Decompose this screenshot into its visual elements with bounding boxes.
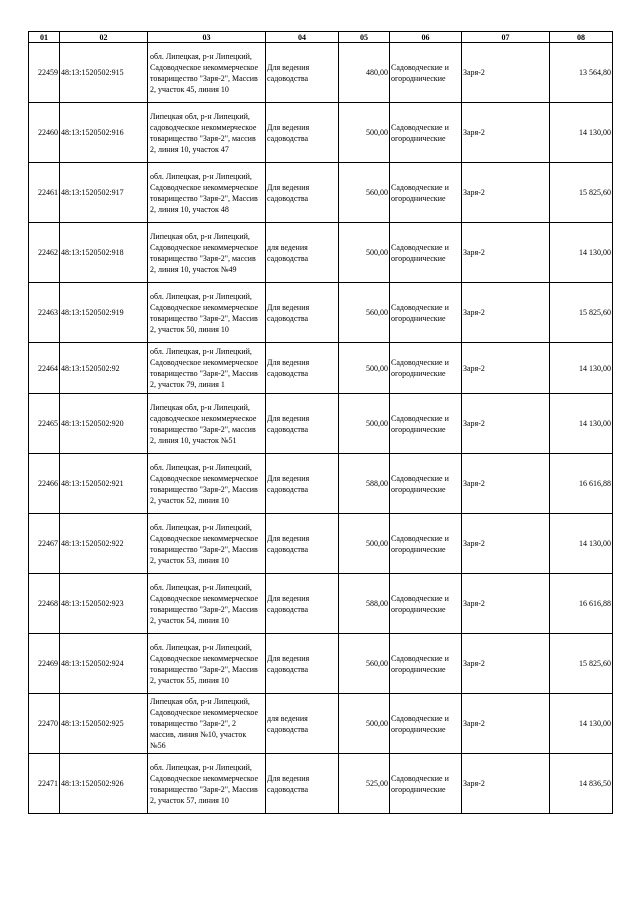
- cell-category: Садоводческие и огороднические: [390, 574, 462, 634]
- cell-category: Садоводческие и огороднические: [390, 163, 462, 223]
- cell-area: 500,00: [339, 343, 390, 394]
- table-row: [29, 163, 613, 223]
- col-header-06: 06: [390, 32, 462, 43]
- cell-value: 14 130,00: [550, 514, 613, 574]
- col-header-07: 07: [462, 32, 550, 43]
- cell-category: Садоводческие и огороднические: [390, 43, 462, 103]
- table-row: [29, 574, 613, 634]
- cell-area: 500,00: [339, 103, 390, 163]
- cell-cadastral-number: 48:13:1520502:920: [60, 394, 148, 454]
- cell-area: 560,00: [339, 163, 390, 223]
- cell-cadastral-number: 48:13:1520502:923: [60, 574, 148, 634]
- cell-value: 14 130,00: [550, 694, 613, 754]
- cell-address: обл. Липецкая, р-н Липецкий, Садоводческое некоммерческое товарищество "Заря-2", Массив 2, участок 53, линия 10: [148, 514, 266, 574]
- cell-category: Садоводческие и огороднические: [390, 283, 462, 343]
- cell-cadastral-number: 48:13:1520502:922: [60, 514, 148, 574]
- cell-category: Садоводческие и огороднические: [390, 634, 462, 694]
- col-header-05: 05: [339, 32, 390, 43]
- col-header-02: 02: [60, 32, 148, 43]
- cell-permitted-use: для ведения садоводства: [266, 223, 339, 283]
- table-row: [29, 103, 613, 163]
- cell-cadastral-number: 48:13:1520502:921: [60, 454, 148, 514]
- cell-area: 588,00: [339, 454, 390, 514]
- cell-value: 16 616,88: [550, 574, 613, 634]
- cell-cadastral-number: 48:13:1520502:916: [60, 103, 148, 163]
- table-row: [29, 454, 613, 514]
- cell-category: Садоводческие и огороднические: [390, 694, 462, 754]
- cell-address: обл. Липецкая, р-н Липецкий, Садоводческое некоммерческое товарищество "Заря-2", Массив 2, участок 55, линия 10: [148, 634, 266, 694]
- cell-name: Заря-2: [462, 283, 550, 343]
- cell-area: 560,00: [339, 634, 390, 694]
- cell-id: 22463: [29, 283, 60, 343]
- table-row: [29, 223, 613, 283]
- cell-id: 22471: [29, 754, 60, 814]
- cell-category: Садоводческие и огороднические: [390, 514, 462, 574]
- cell-permitted-use: Для ведения садоводства: [266, 43, 339, 103]
- cell-value: 13 564,80: [550, 43, 613, 103]
- cell-value: 15 825,60: [550, 283, 613, 343]
- cell-category: Садоводческие и огороднические: [390, 394, 462, 454]
- cell-address: Липецкая обл, р-н Липецкий, садоводческое некоммерческое товарищество "Заря-2", массив 2, линия 10, участок 47: [148, 103, 266, 163]
- cell-permitted-use: Для ведения садоводства: [266, 634, 339, 694]
- cell-name: Заря-2: [462, 574, 550, 634]
- cell-area: 560,00: [339, 283, 390, 343]
- cell-id: 22470: [29, 694, 60, 754]
- cell-category: Садоводческие и огороднические: [390, 223, 462, 283]
- document-sheet: [28, 31, 612, 814]
- cell-name: Заря-2: [462, 43, 550, 103]
- cell-value: 14 130,00: [550, 394, 613, 454]
- cell-permitted-use: Для ведения садоводства: [266, 394, 339, 454]
- cell-area: 525,00: [339, 754, 390, 814]
- cell-value: 15 825,60: [550, 163, 613, 223]
- cell-permitted-use: Для ведения садоводства: [266, 103, 339, 163]
- cell-category: Садоводческие и огороднические: [390, 454, 462, 514]
- cell-id: 22464: [29, 343, 60, 394]
- cell-address: обл. Липецкая, р-н Липецкий, Садоводческое некоммерческое товарищество "Заря-2", Массив 2, участок 54, линия 10: [148, 574, 266, 634]
- cell-name: Заря-2: [462, 754, 550, 814]
- col-header-03: 03: [148, 32, 266, 43]
- col-header-08: 08: [550, 32, 613, 43]
- cell-cadastral-number: 48:13:1520502:925: [60, 694, 148, 754]
- cell-id: 22462: [29, 223, 60, 283]
- cell-area: 500,00: [339, 394, 390, 454]
- cell-permitted-use: для ведения садоводства: [266, 694, 339, 754]
- cell-value: 14 836,50: [550, 754, 613, 814]
- cell-name: Заря-2: [462, 343, 550, 394]
- cell-address: Липецкая обл, р-н Липецкий, садоводческое некоммерческое товарищество "Заря-2", массив 2, линия 10, участок №51: [148, 394, 266, 454]
- cell-cadastral-number: 48:13:1520502:919: [60, 283, 148, 343]
- cell-address: обл. Липецкая, р-н Липецкий, Садоводческое некоммерческое товарищество "Заря-2", Массив 2, участок 45, линия 10: [148, 43, 266, 103]
- table-row: [29, 43, 613, 103]
- cell-permitted-use: Для ведения садоводства: [266, 343, 339, 394]
- cell-permitted-use: Для ведения садоводства: [266, 754, 339, 814]
- cell-value: 15 825,60: [550, 634, 613, 694]
- cell-name: Заря-2: [462, 103, 550, 163]
- cell-area: 500,00: [339, 514, 390, 574]
- cell-name: Заря-2: [462, 454, 550, 514]
- cell-id: 22469: [29, 634, 60, 694]
- cell-id: 22466: [29, 454, 60, 514]
- cell-category: Садоводческие и огороднические: [390, 754, 462, 814]
- table-row: [29, 694, 613, 754]
- header-row: [29, 32, 613, 43]
- col-header-01: 01: [29, 32, 60, 43]
- cell-id: 22459: [29, 43, 60, 103]
- cell-cadastral-number: 48:13:1520502:917: [60, 163, 148, 223]
- cell-permitted-use: Для ведения садоводства: [266, 514, 339, 574]
- cell-area: 480,00: [339, 43, 390, 103]
- cell-address: обл. Липецкая, р-н Липецкий, Садоводческое некоммерческое товарищество "Заря-2", Массив 2, линия 10, участок 48: [148, 163, 266, 223]
- table-row: [29, 394, 613, 454]
- cell-id: 22461: [29, 163, 60, 223]
- cell-value: 14 130,00: [550, 223, 613, 283]
- cell-permitted-use: Для ведения садоводства: [266, 574, 339, 634]
- cell-address: Липецкая обл, р-н Липецкий, Садоводческое некоммерческое товарищество "Заря-2", 2 массив, линия №10, участок №56: [148, 694, 266, 754]
- cell-cadastral-number: 48:13:1520502:926: [60, 754, 148, 814]
- cadastral-table: [28, 31, 613, 814]
- cell-value: 14 130,00: [550, 103, 613, 163]
- cell-name: Заря-2: [462, 634, 550, 694]
- cell-id: 22467: [29, 514, 60, 574]
- cell-category: Садоводческие и огороднические: [390, 103, 462, 163]
- cell-id: 22465: [29, 394, 60, 454]
- table-row: [29, 754, 613, 814]
- cell-id: 22460: [29, 103, 60, 163]
- cell-area: 500,00: [339, 694, 390, 754]
- cell-name: Заря-2: [462, 394, 550, 454]
- cell-category: Садоводческие и огороднические: [390, 343, 462, 394]
- cell-permitted-use: Для ведения садоводства: [266, 283, 339, 343]
- cell-value: 16 616,88: [550, 454, 613, 514]
- cell-address: Липецкая обл, р-н Липецкий, Садоводческое некоммерческое товарищество "Заря-2", массив 2, линия 10, участок №49: [148, 223, 266, 283]
- table-row: [29, 343, 613, 394]
- table-row: [29, 514, 613, 574]
- cell-address: обл. Липецкая, р-н Липецкий, Садоводческое некоммерческое товарищество "Заря-2", Массив 2, участок 52, линия 10: [148, 454, 266, 514]
- cell-cadastral-number: 48:13:1520502:915: [60, 43, 148, 103]
- cell-area: 588,00: [339, 574, 390, 634]
- cell-area: 500,00: [339, 223, 390, 283]
- table-row: [29, 283, 613, 343]
- cell-permitted-use: Для ведения садоводства: [266, 454, 339, 514]
- cell-cadastral-number: 48:13:1520502:918: [60, 223, 148, 283]
- cell-name: Заря-2: [462, 163, 550, 223]
- table-row: [29, 634, 613, 694]
- cell-cadastral-number: 48:13:1520502:924: [60, 634, 148, 694]
- cell-address: обл. Липецкая, р-н Липецкий, Садоводческое некоммерческое товарищество "Заря-2", Массив 2, участок 57, линия 10: [148, 754, 266, 814]
- cell-name: Заря-2: [462, 223, 550, 283]
- cell-permitted-use: Для ведения садоводства: [266, 163, 339, 223]
- cell-id: 22468: [29, 574, 60, 634]
- col-header-04: 04: [266, 32, 339, 43]
- cell-name: Заря-2: [462, 694, 550, 754]
- cell-value: 14 130,00: [550, 343, 613, 394]
- cell-address: обл. Липецкая, р-н Липецкий, Садоводческое некоммерческое товарищество "Заря-2", Массив 2, участок 50, линия 10: [148, 283, 266, 343]
- cell-name: Заря-2: [462, 514, 550, 574]
- cell-cadastral-number: 48:13:1520502:92: [60, 343, 148, 394]
- cell-address: обл. Липецкая, р-н Липецкий, Садоводческое некоммерческое товарищество "Заря-2", Массив 2, участок 79, линия 1: [148, 343, 266, 394]
